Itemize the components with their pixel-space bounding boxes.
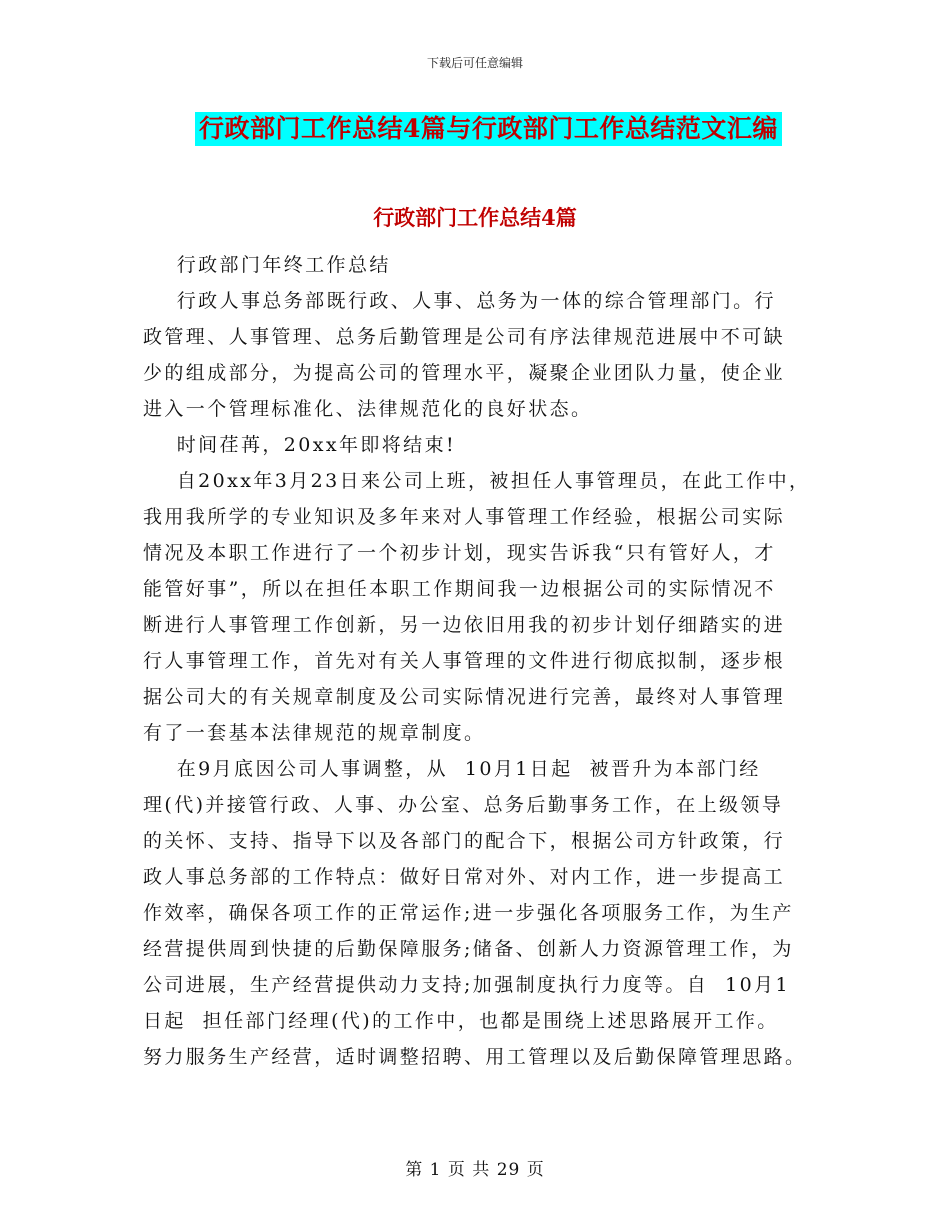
- body-line: 自20xx年3月23日来公司上班，被担任人事管理员，在此工作中，: [143, 470, 811, 492]
- body-line: 作效率，确保各项工作的正常运作;进一步强化各项服务工作，为生产: [143, 902, 794, 924]
- body-line: 进入一个管理标准化、法律规范化的良好状态。: [143, 398, 593, 420]
- header-note: 下载后可任意编辑: [426, 56, 523, 70]
- document-title: 行政部门工作总结4篇与行政部门工作总结范文汇编: [195, 112, 782, 146]
- body-line: 经营提供周到快捷的后勤保障服务;储备、创新人力资源管理工作，为: [143, 938, 794, 960]
- body-line: 据公司大的有关规章制度及公司实际情况进行完善，最终对人事管理: [143, 686, 786, 708]
- body-line: 有了一套基本法律规范的规章制度。: [143, 722, 486, 744]
- page-footer: 第 1 页 共 29 页: [405, 1160, 545, 1180]
- body-line: 我用我所学的专业知识及多年来对人事管理工作经验，根据公司实际: [143, 506, 786, 528]
- body-line: 能管好事”，所以在担任本职工作期间我一边根据公司的实际情况不: [143, 578, 776, 600]
- body-line: 行人事管理工作，首先对有关人事管理的文件进行彻底拟制，逐步根: [143, 650, 786, 672]
- body-line: 理(代)并接管行政、人事、办公室、总务后勤事务工作，在上级领导: [143, 794, 784, 816]
- body-line: 行政人事总务部既行政、人事、总务为一体的综合管理部门。行: [143, 290, 776, 312]
- body-line: 公司进展，生产经营提供动力支持;加强制度执行力度等。自 10月1: [143, 974, 790, 996]
- body-line: 断进行人事管理工作创新，另一边依旧用我的初步计划仔细踏实的进: [143, 614, 786, 636]
- body-line: 情况及本职工作进行了一个初步计划，现实告诉我“只有管好人，才: [143, 542, 776, 564]
- body-line: 时间荏苒，20xx年即将结束!: [143, 434, 457, 456]
- body-line: 在9月底因公司人事调整，从 10月1日起 被晋升为本部门经: [143, 758, 761, 780]
- body-line: 行政部门年终工作总结: [143, 254, 391, 276]
- body-line: 政管理、人事管理、总务后勤管理是公司有序法律规范进展中不可缺: [143, 326, 786, 348]
- body-line: 日起 担任部门经理(代)的工作中，也都是围绕上述思路展开工作。: [143, 1010, 779, 1032]
- body-line: 政人事总务部的工作特点：做好日常对外、对内工作，进一步提高工: [143, 866, 786, 888]
- body-line: 的关怀、支持、指导下以及各部门的配合下，根据公司方针政策，行: [143, 830, 786, 852]
- document-body: [143, 247, 823, 1075]
- section-title: 行政部门工作总结4篇: [373, 205, 577, 230]
- body-line: 少的组成部分，为提高公司的管理水平，凝聚企业团队力量，使企业: [143, 362, 786, 384]
- body-line: 努力服务生产经营，适时调整招聘、用工管理以及后勤保障管理思路。: [143, 1046, 807, 1068]
